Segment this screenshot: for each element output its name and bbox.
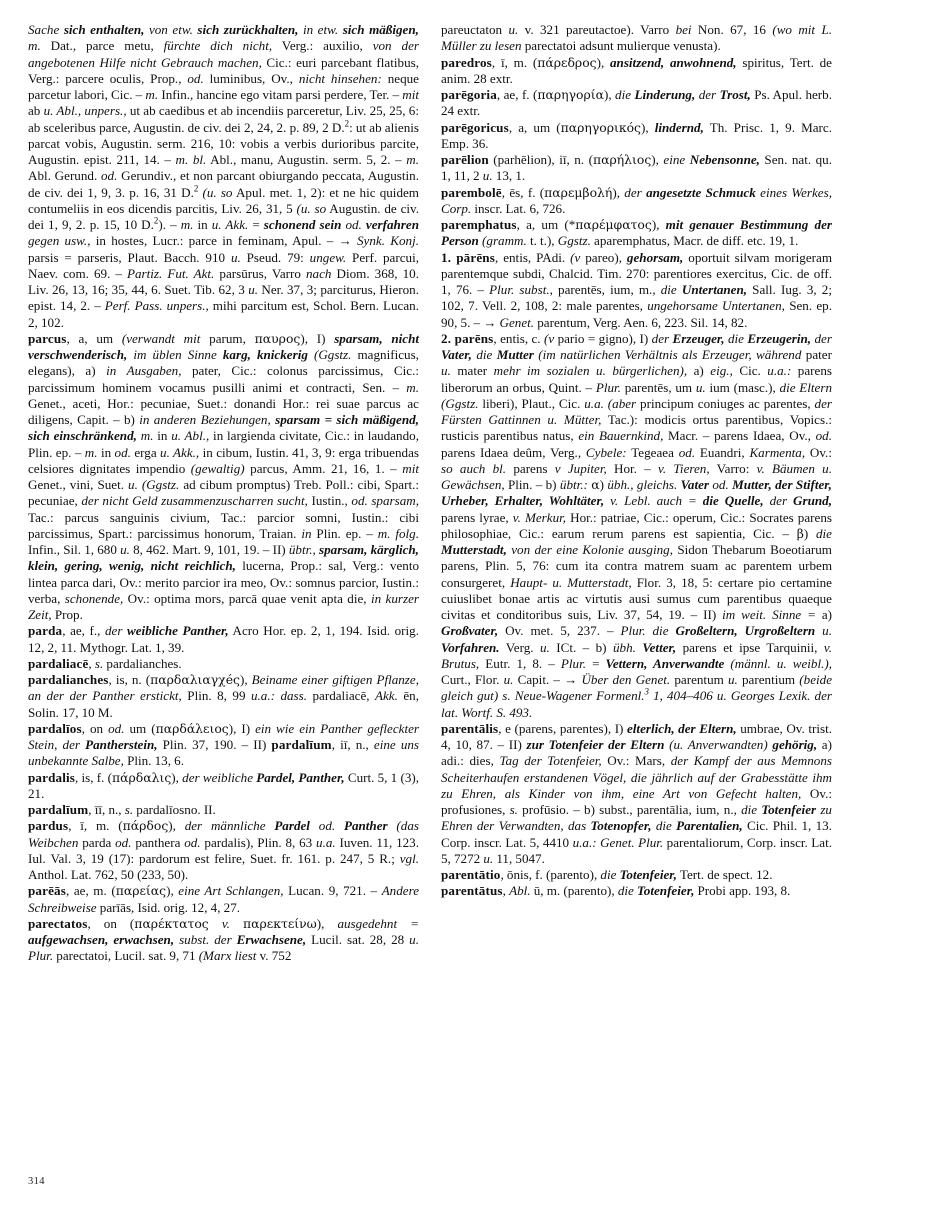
right-column bbox=[441, 22, 832, 1142]
dictionary-entry: parentātus, Abl. ū, m. (parento), die Totenfeier, Probi app. 193, 8. bbox=[441, 883, 791, 899]
dictionary-entry: 1. pārēns, entis, PAdi. (v pareo), gehorsam, oportuit silvam morigeram parentemque subdi, Chalcid. Tim. 270: parentiores exercitus, Cic. de off. 1, 76. – Plur. subst., parentēs, ium, m., die Untertanen, Sall. Iug. 3, 2; 102, 7. Vell. 2, 108, 2: male parentes, ungehorsame Untertanen, Sen. ep. 90, 5. – → Genet. parentum, Verg. Aen. 6, 223. Sil. 14, 82. bbox=[441, 249, 833, 330]
dictionary-entry: pardalianches, is, n. (παρδαλιαγχéς), Beiname einer giftigen Pflanze, an der der Panther erstickt, Plin. 8, 99 u.a.: dass. pardaliacē, Akk. ēn, Solin. 17, 10 M. bbox=[28, 672, 419, 720]
dictionary-entry: pardaliacē, s. pardalianches. bbox=[28, 655, 182, 671]
dictionary-entry: pardus, ī, m. (πάρδος), der männliche Pardel od. Panther (das Weibchen parda od. panthera od. pardalis), Plin. 8, 63 u.a. Iuven. 11, 123. Iul. Val. 3, 19 (17): pardorum est felire, Suet. fr. 161. p. 247, 5 R.; vgl. Anthol. Lat. 762, 50 (233, 50). bbox=[28, 818, 419, 882]
dictionary-entry: paredros, ī, m. (πάρεδρος), ansitzend, anwohnend, spiritus, Tert. de anim. 28 extr. bbox=[441, 54, 832, 86]
dictionary-entry: parda, ae, f., der weibliche Panther, Acro Hor. ep. 2, 1, 194. Isid. orig. 12, 2, 11. Mythogr. Lat. 1, 39. bbox=[28, 623, 419, 655]
dictionary-entry: paremphatus, a, um (*παρέμφατος), mit genauer Bestimmung der Person (gramm. t. t.), Ggstz. aparemphatus, Macr. de diff. etc. 19, 1. bbox=[441, 217, 832, 249]
dictionary-entry: pardalis, is, f. (πάρδαλις), der weibliche Pardel, Panther, Curt. 5, 1 (3), 21. bbox=[28, 769, 420, 801]
dictionary-entry: parēgoria, ae, f. (παρηγορία), die Linderung, der Trost, Ps. Apul. herb. 24 extr. bbox=[441, 87, 832, 119]
dictionary-entry: 2. parēns, entis, c. (v pario = gigno), I) der Erzeuger, die Erzeugerin, der Vater, die Mutter (im natürlichen Verhältnis als Erzeuger, während pater u. mater mehr im sozialen u. bürgerlichen), a) eig., Cic. u.a.: parens liberorum an orbus, Quint. – Plur. parentēs, um u. ium (masc.), die Eltern (Ggstz. liberi), Plaut., Cic. u.a. (aber principum coniuges ac parentes, der Fürsten Gattinnen u. Mütter, Tac.): modicis ortus parentibus, Vopics.: rusticis parentibus natus, ein Bauernkind, Macr. – parens Idaea, Ov., od. parens Idaea deûm, Verg., Cybele: Tegeaea od. Euandri, Karmenta, Ov.: so auch bl. parens v Jupiter, Hor. – v. Tieren, Varro: v. Bäumen u. Gewächsen, Plin. – b) übtr.: α) übh., gleichs. Vater od. Mutter, der Stifter, Urheber, Erhalter, Wohltäter, v. Lebl. auch = die Quelle, der Grund, parens lyrae, v. Merkur, Hor.: patriae, Cic.: operum, Cic.: Socrates parens philosophiae, Cic.: earum rerum parens est sapientia, Cic. – β) die Mutterstadt, von der eine Kolonie ausging, Sidon Thebarum Boeotiarum parens, Plin. 5, 76: cum ita contra matrem suam ac parentem urbem consurgeret, Haupt- u. Mutterstadt, Flor. 3, 18, 5: certare pio certamine cuiuslibet bonae artis ac virtutis ausi sumus cum parentibus quaeque civitas et conditoribus suis, Liv. 37, 54, 19. – II) im weit. Sinne = a) Großvater, Ov. met. 5, 237. – Plur. die Großeltern, Urgroßeltern u. Vorfahren. Verg. u. ICt. – b) übh. Vetter, parens et ipse Tarquinii, v. Brutus, Eutr. 1, 8. – Plur. = Vettern, Anverwandte (männl. u. weibl.), Curt., Flor. u. Capit. – → Über den Genet. parentum u. parentium (beide gleich gut) s. Neue-Wagener Formenl.$^3$ 1, 404–406 u. Georges Lexik. der lat. Wortf. S. 493. bbox=[441, 330, 833, 720]
dictionary-entry-continuation: pareuctaton u. v. 321 pareutactoe). Varro bei Non. 67, 16 (wo mit L. Müller zu lesen parectatoi adsunt mulierque venusta). bbox=[441, 22, 832, 54]
dictionary-entry-continuation: Sache sich enthalten, von etw. sich zurückhalten, in etw. sich mäßigen, m. Dat., parce metu, fürchte dich nicht, Verg.: auxilio, von der angebotenen Hilfe nicht Gebrauch machen, Cic.: euri parcebant flatibus, Verg.: parcere oculis, Prop., od. luminibus, Ov., nicht hinsehen: neque parcetur labori, Cic. – m. Infin., hancine ego vitam parsi perdere, Ter. – mit ab u. Abl., unpers., ut ab caedibus et ab incendiis parceretur, Liv. 25, 25, 6: ab sceleribus parce, Augustin. de civ. dei 2, 24, 2. p. 89, 2 D.$^2$: ut ab alienis parcat vobis, Augustin. serm. 216, 10: vobis a verbis durioribus parcite, Augustin. epist. 211, 14. – m. bl. Abl., manu, Augustin. serm. 5, 2. – m. Abl. Gerund. od. Gerundiv., et non parcant obiurgando peccata, Augustin. de civ. dei 1, 9, 3. p. 16, 31 D.$^2$ (u. so Apul. met. 1, 2): et ne hic quidem contumeliis in eos dicendis parcitis, Liv. 26, 31, 5 (u. so Augustin. de civ. dei 1, 9, 2. p. 15, 10 D.$^2$). – m. in u. Akk. = schonend sein od. verfahren gegen usw., in hostes, Lucr.: parce in feminam, Apul. – → Synk. Konj. parsis = parseris, Plaut. Bacch. 910 u. Pseud. 79: ungew. Perf. parcui, Naev. com. 69. – Partiz. Fut. Akt. parsūrus, Varro nach Diom. 368, 10. Liv. 26, 13, 16; 35, 44, 6. Suet. Tib. 62, 3 u. Ner. 37, 3; parciturus, Hieron. epist. 14, 2. – Perf. Pass. unpers., mihi parcitum est, Schol. Bern. Lucan. 2, 102. bbox=[28, 22, 420, 330]
dictionary-entry: pardalīum, īī, n., s. pardalīosno. II. bbox=[28, 802, 216, 817]
dictionary-entry: pardalīos, on od. um (παρδάλειος), I) ein wie ein Panther gefleckter Stein, der Pantherstein, Plin. 37, 190. – II) pardalīum, iī, n., eine uns unbekannte Salbe, Plin. 13, 6. bbox=[28, 720, 420, 769]
left-column bbox=[28, 22, 419, 1142]
page-number: 314 bbox=[28, 1176, 45, 1187]
dictionary-entry: parentātio, ōnis, f. (parento), die Totenfeier, Tert. de spect. 12. bbox=[441, 867, 773, 882]
dictionary-entry: parcus, a, um (verwandt mit parum, παυρος), I) sparsam, nicht verschwenderisch, im üblen Sinne karg, knickerig (Ggstz. magnificus, elegans), a) in Ausgaben, pater, Cic.: colonus parcissimus, Cic.: parcissimum hominem vocamus pusilli animi et contracti, Sen. – m. Genet., aceti, Hor.: pecuniae, Suet.: donandi Hor.: rei suae parcus ac diligens, Capit. – b) in anderen Beziehungen, sparsam = sich mäßigend, sich einschränkend, m. in u. Abl., in largienda civitate, Cic.: in laudando, Plin. ep. – m. in od. erga u. Akk., in cibum, Iustin. 41, 3, 9: erga tribuendas celsiores dignitates impendio (gewaltig) parcus, Amm. 21, 16, 1. – mit Genet., vini, Suet. u. (Ggstz. ad cibum promptus) Treb. Poll.: cibi, Spart.: pecuniae, der nicht Geld zusammenzuscharren sucht, Iustin., od. sparsam, Tac.: parcus sanguinis civium, Tac.: parcior somni, Iustin.: cibi parcissimus, Spart.: parcissimus honorum, Traian. in Plin. ep. – m. folg. Infin., Sil. 1, 680 u. 8, 462. Mart. 9, 101, 19. – II) übtr., sparsam, kärglich, klein, gering, wenig, nicht reichlich, lucerna, Prop.: sal, Verg.: vento lintea parca dari, Ov.: merito parcior ira meo, Ov.: somnus parcior, Iustin.: verba, schonende, Ov.: optima mors, parcā quae venit apta die, in kurzer Zeit, Prop. bbox=[28, 330, 420, 622]
dictionary-entry: parēās, ae, m. (παρείας), eine Art Schlangen, Lucan. 9, 721. – Andere Schreibweise parīās, Isid. orig. 12, 4, 27. bbox=[28, 883, 420, 915]
dictionary-entry: parembolē, ēs, f. (παρεμβολή), der angesetzte Schmuck eines Werkes, Corp. inscr. Lat. 6, 726. bbox=[441, 184, 832, 216]
dictionary-entry: parēlion (parhēlion), iī, n. (παρήλιος), eine Nebensonne, Sen. nat. qu. 1, 11, 2 u. 13, 1. bbox=[441, 152, 832, 184]
dictionary-entry: parentālis, e (parens, parentes), I) elterlich, der Eltern, umbrae, Ov. trist. 4, 10, 87. – II) zur Totenfeier der Eltern (u. Anverwandten) gehörig, a) adi.: dies, Tag der Totenfeier, Ov.: Mars, der Kampf der aus Memnons Scheiterhaufen erstandenen Vögel, die jährlich auf der Grabesstätte ihm zu Ehren, als Kinder von ihm, eine Art von Gefecht halten, Ov.: profusiones, s. profūsio. – b) subst., parentālia, ium, n., die Totenfeier zu Ehren der Verwandten, das Totenopfer, die Parentalien, Cic. Phil. 1, 13. Corp. inscr. Lat. 5, 4410 u.a.: Genet. Plur. parentaliorum, Corp. inscr. Lat. 5, 7272 u. 11, 5047. bbox=[441, 720, 832, 866]
dictionary-entry: parectatos, on (παρέκτατος v. παρεκτείνω), ausgedehnt = aufgewachsen, erwachsen, subst. der Erwachsene, Lucil. sat. 28, 28 u. Plur. parectatoi, Lucil. sat. 9, 71 (Marx liest v. 752 bbox=[28, 915, 419, 964]
dictionary-entry: parēgoricus, a, um (παρηγορικός), lindernd, Th. Prisc. 1, 9. Marc. Emp. 36. bbox=[441, 119, 832, 151]
page-columns bbox=[28, 22, 907, 1142]
